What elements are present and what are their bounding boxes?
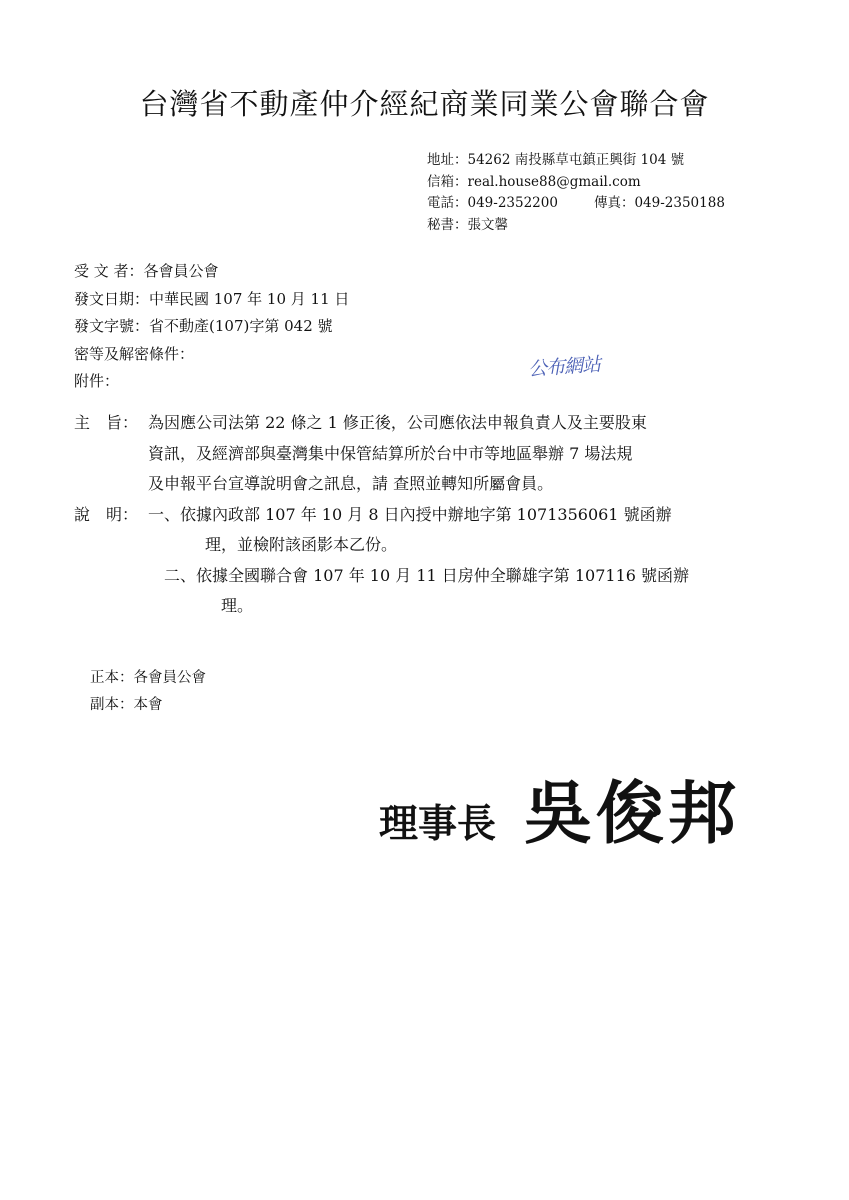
letter-body (74, 408, 814, 622)
explanation-item (148, 500, 814, 561)
explanation-label: 說 明： (74, 504, 139, 524)
document-meta (74, 258, 349, 396)
explanation-item-rest: 理，並檢附該函影本乙份。 (205, 535, 398, 554)
subject-line: 及申報平台宣導說明會之訊息，請 查照並轉知所屬會員。 (148, 474, 554, 493)
contact-block (427, 150, 725, 236)
copies-block (90, 665, 206, 719)
organization-title: 台灣省不動產仲介經紀商業同業公會聯合會 (139, 87, 710, 121)
email-line: 信箱：real.house88@gmail.com (427, 173, 641, 190)
phone-fax-line (427, 193, 725, 215)
reference-number: 發文字號：省不動產(107)字第 042 號 (74, 317, 333, 335)
signatory-title: 理事長 (379, 802, 497, 847)
duplicate-copy: 副本：本會 (90, 697, 163, 713)
subject-line: 為因應公司法第 22 條之 1 修正後，公司應依法申報負責人及主要股東 (148, 413, 647, 432)
subject-section (74, 408, 814, 500)
confidentiality: 密等及解密條件： (74, 344, 195, 363)
address-line: 地址：54262 南投縣草屯鎮正興街 104 號 (427, 152, 685, 168)
explanation-item-first: 一、依據內政部 107 年 10 月 8 日內授中辦地字第 1071356061 號函辦 (148, 504, 672, 524)
subject-label: 主 旨： (74, 413, 139, 432)
recipient: 受 文 者：各會員公會 (74, 262, 219, 280)
signature-block (379, 760, 740, 857)
secretary-line: 秘書：張文馨 (427, 216, 508, 233)
phone: 電話：049-2352200 (427, 195, 558, 211)
explanation-item-first: 二、依據全國聯合會 107 年 10 月 11 日房仲全聯雄字第 107116 號函辦 (164, 565, 690, 585)
attachment: 附件： (74, 372, 120, 390)
issue-date: 發文日期：中華民國 107 年 10 月 11 日 (74, 289, 350, 308)
subject-line: 資訊，及經濟部與臺灣集中保管結算所於台中市等地區舉辦 7 場法規 (148, 443, 633, 463)
signatory-name: 吳俊邦 (524, 775, 741, 854)
explanation-section (74, 500, 814, 622)
explanation-item-rest: 理。 (221, 596, 254, 615)
handwritten-note: 公布網站 (527, 353, 601, 381)
fax: 傳真：049-2350188 (593, 195, 725, 211)
explanation-item (148, 561, 814, 622)
original-copy: 正本：各會員公會 (90, 670, 206, 686)
